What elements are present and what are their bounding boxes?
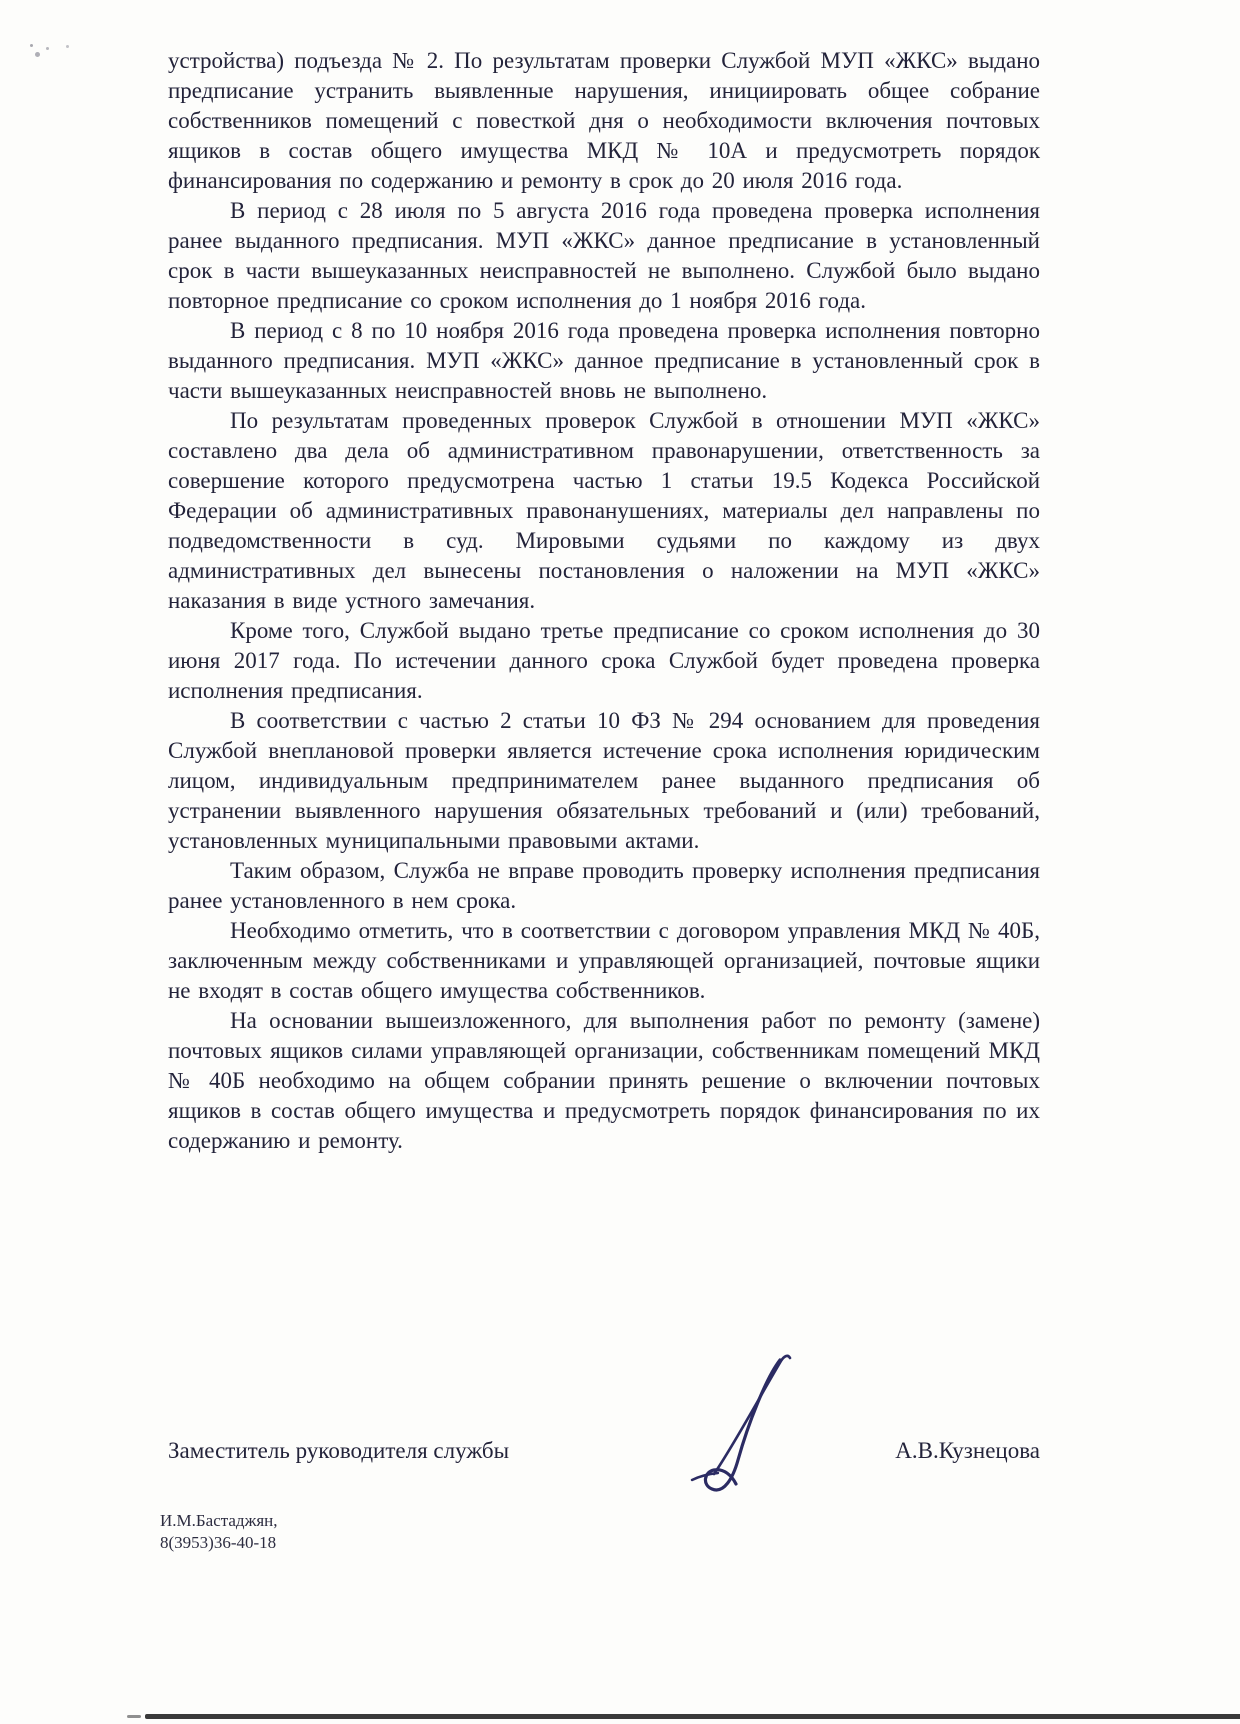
footer-contact — [160, 1510, 278, 1554]
signoff-row — [168, 1438, 1040, 1464]
handwritten-signature — [680, 1352, 830, 1502]
signoff-title: Заместитель руководителя службы — [168, 1438, 510, 1463]
signoff-name: А.В.Кузнецова — [895, 1438, 1040, 1463]
body-paragraph: По результатам проведенных проверок Службой в отношении МУП «ЖКС» составлено два дела об административном правонарушении, ответственность за совершение которого предусмотрена частью 1 статьи 19.5 Кодекса Российской Федерации об административных правонанушениях, материалы дел направлены по подведомственности в суд. Мировыми судьями по каждому из двух административных дел вынесены постановления о наложении на МУП «ЖКС» наказания в виде устного замечания. — [168, 408, 1040, 613]
body-paragraph: В период с 28 июля по 5 августа 2016 года проведена проверка исполнения ранее выданного предписания. МУП «ЖКС» данное предписание в установленный срок в части вышеуказанных неисправностей не выполнено. Службой было выдано повторное предписание со сроком исполнения до 1 ноября 2016 года. — [168, 198, 1040, 313]
footer-contact-name: И.М.Бастаджян, — [160, 1511, 278, 1530]
body-paragraph: Таким образом, Служба не вправе проводить проверку исполнения предписания ранее установленного в нем срока. — [168, 858, 1040, 913]
body-paragraph: Кроме того, Службой выдано третье предписание со сроком исполнения до 30 июня 2017 года. По истечении данного срока Службой будет проведена проверка исполнения предписания. — [168, 618, 1040, 703]
document-body — [168, 46, 1040, 1156]
body-paragraph: В период с 8 по 10 ноября 2016 года проведена проверка исполнения повторно выданного предписания. МУП «ЖКС» данное предписание в установленный срок в части вышеуказанных неисправностей вновь не выполнено. — [168, 318, 1040, 403]
footer-contact-phone: 8(3953)36-40-18 — [160, 1533, 277, 1552]
scan-bottom-edge — [145, 1714, 1240, 1719]
body-paragraph: На основании вышеизложенного, для выполнения работ по ремонту (замене) почтовых ящиков силами управляющей организации, собственникам помещений МКД № 40Б необходимо на общем собрании принять решение о включении почтовых ящиков в состав общего имущества и предусмотреть порядок финансирования по их содержанию и ремонту. — [168, 1008, 1040, 1153]
body-paragraph: Необходимо отметить, что в соответствии с договором управления МКД № 40Б, заключенным между собственниками и управляющей организацией, почтовые ящики не входят в состав общего имущества собственников. — [168, 918, 1040, 1003]
body-paragraph: В соответствии с частью 2 статьи 10 ФЗ № 294 основанием для проведения Службой внеплановой проверки является истечение срока исполнения юридическим лицом, индивидуальным предпринимателем ранее выданного предписания об устранении выявленного нарушения обязательных требований и (или) требований, установленных муниципальными правовыми актами. — [168, 708, 1040, 853]
scan-artifact-dots — [30, 44, 33, 47]
body-paragraph: устройства) подъезда № 2. По результатам проверки Службой МУП «ЖКС» выдано предписание устранить выявленные нарушения, инициировать общее собрание собственников помещений с повесткой дня о необходимости включения почтовых ящиков в состав общего имущества МКД № 10А и предусмотреть порядок финансирования по содержанию и ремонту в срок до 20 июля 2016 года. — [168, 48, 1040, 193]
